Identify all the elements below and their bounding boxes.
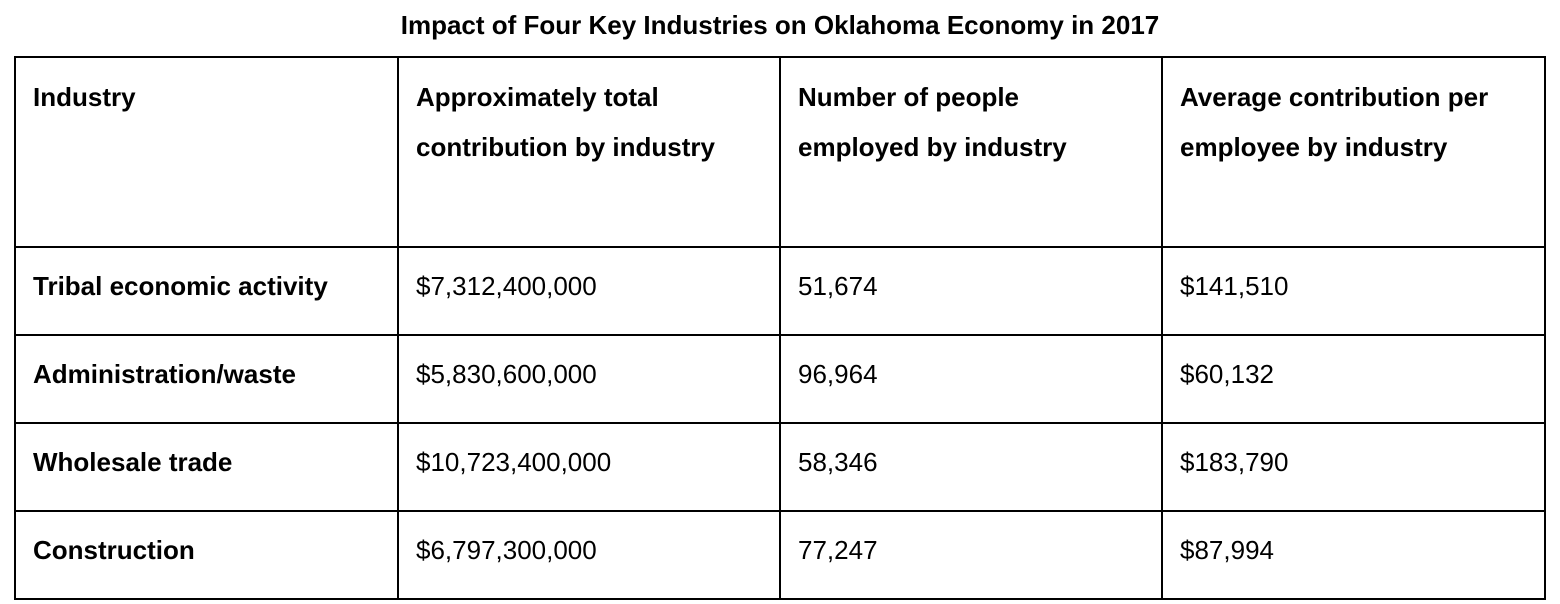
column-header-total-contribution: Approximately total contribution by industry (398, 57, 780, 247)
table-row (15, 335, 1545, 423)
table-row (15, 511, 1545, 599)
average-contribution-cell: $60,132 (1162, 335, 1545, 423)
average-contribution-cell: $183,790 (1162, 423, 1545, 511)
total-contribution-cell: $5,830,600,000 (398, 335, 780, 423)
total-contribution-cell: $7,312,400,000 (398, 247, 780, 335)
table-row (15, 423, 1545, 511)
people-employed-cell: 96,964 (780, 335, 1162, 423)
column-header-people-employed: Number of people employed by industry (780, 57, 1162, 247)
people-employed-cell: 77,247 (780, 511, 1162, 599)
people-employed-cell: 51,674 (780, 247, 1162, 335)
industry-cell: Construction (15, 511, 398, 599)
industry-cell: Wholesale trade (15, 423, 398, 511)
column-header-average-contribution: Average contribution per employee by industry (1162, 57, 1545, 247)
average-contribution-cell: $141,510 (1162, 247, 1545, 335)
table-row (15, 247, 1545, 335)
total-contribution-cell: $6,797,300,000 (398, 511, 780, 599)
table-title: Impact of Four Key Industries on Oklahoma Economy in 2017 (400, 10, 1160, 40)
industry-cell: Administration/waste (15, 335, 398, 423)
column-header-industry: Industry (15, 57, 398, 247)
table-header-row (15, 57, 1545, 247)
industry-table (14, 56, 1546, 600)
total-contribution-cell: $10,723,400,000 (398, 423, 780, 511)
people-employed-cell: 58,346 (780, 423, 1162, 511)
industry-cell: Tribal economic activity (15, 247, 398, 335)
average-contribution-cell: $87,994 (1162, 511, 1545, 599)
